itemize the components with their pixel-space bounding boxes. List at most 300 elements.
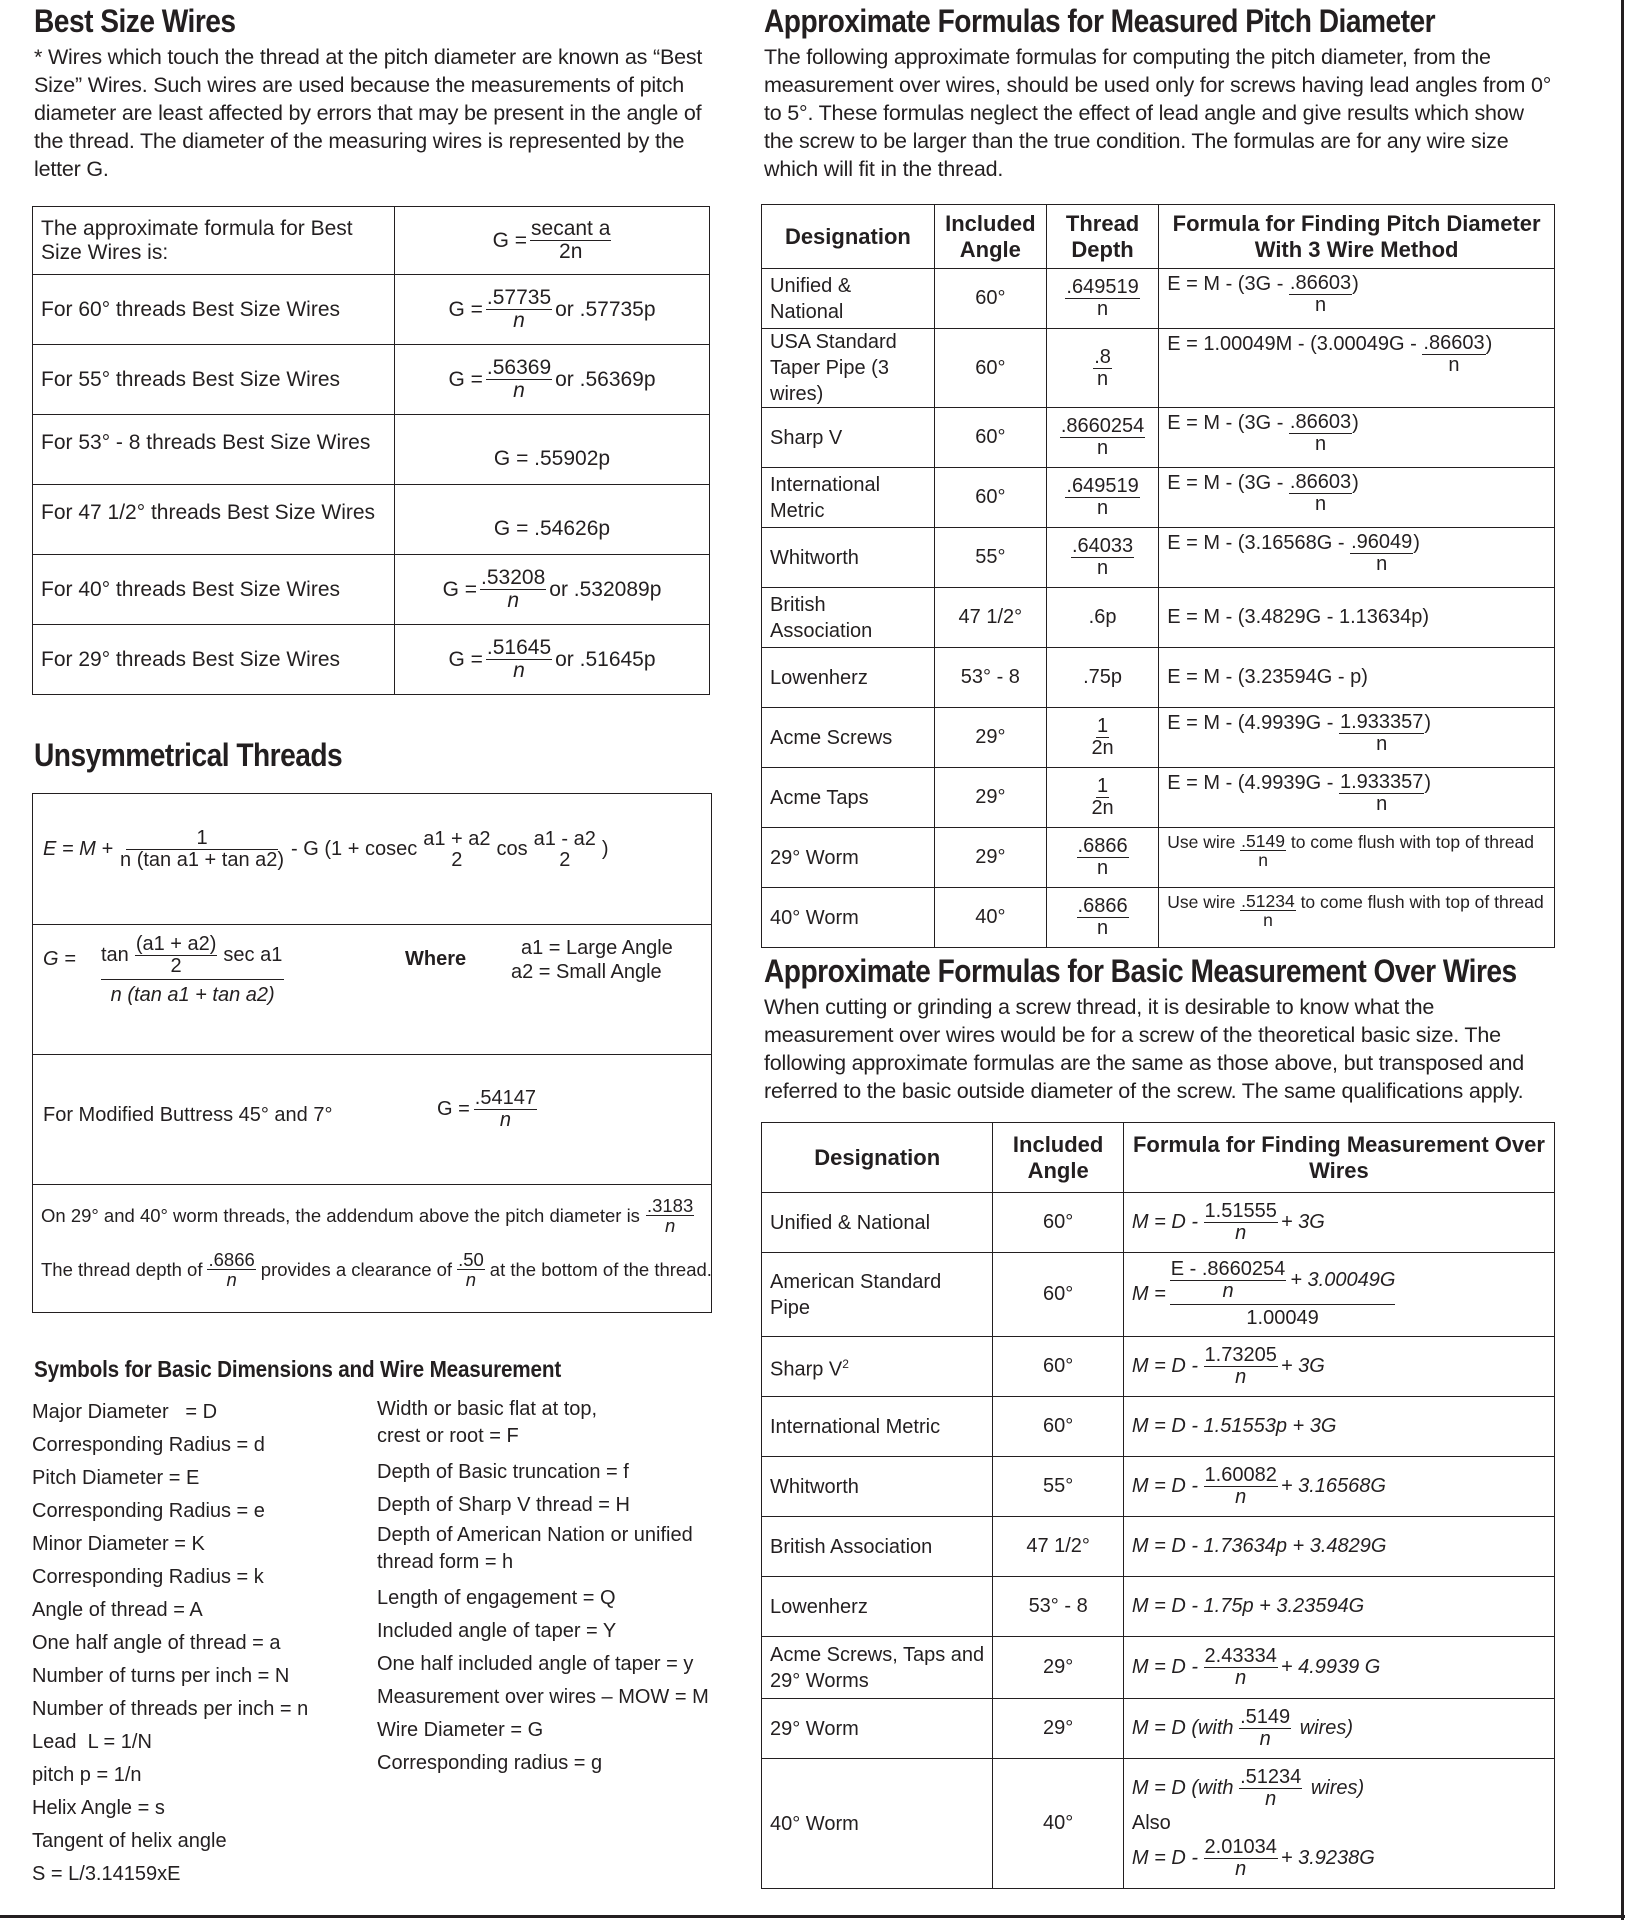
pitch-row xyxy=(762,408,1555,468)
mow-row xyxy=(762,1253,1555,1337)
pitch-formula xyxy=(1159,768,1555,828)
fraction xyxy=(530,218,611,263)
designation-text: Unified & National xyxy=(770,1211,931,1234)
symbol-item: crest or root = F xyxy=(377,1425,519,1447)
symbol-item: One half included angle of taper = y xyxy=(377,1653,694,1675)
designation-text: Sharp V xyxy=(770,1358,843,1381)
fraction xyxy=(1170,1259,1287,1302)
mow-formula xyxy=(1123,1253,1554,1337)
eq1-close: ) xyxy=(601,838,609,860)
mow-row xyxy=(762,1759,1555,1889)
pitch-angle: 60° xyxy=(934,329,1046,408)
pitch-designation: 29° Worm xyxy=(762,828,935,888)
eq2-defs xyxy=(511,936,673,984)
mow-angle: 60° xyxy=(993,1337,1123,1397)
unsym-title: Unsymmetrical Threads xyxy=(34,737,343,773)
eq2-sec: sec a1 xyxy=(223,944,283,966)
fraction-denominator: n xyxy=(1258,850,1268,871)
best-size-label: For 47 1/2° threads Best Size Wires xyxy=(33,485,395,555)
best-size-row xyxy=(33,415,710,485)
mow-row xyxy=(762,1337,1555,1397)
designation-text: American Standard Pipe xyxy=(770,1270,942,1319)
symbol-item: pitch p = 1/n xyxy=(32,1764,142,1786)
pitch-designation: British Association xyxy=(762,588,935,648)
fraction-denominator: n xyxy=(1263,910,1273,931)
mow-designation xyxy=(762,1699,993,1759)
fraction xyxy=(1065,476,1139,519)
mow-header-row xyxy=(762,1123,1555,1193)
fraction xyxy=(486,637,552,682)
symbols-left-list xyxy=(32,1396,362,1891)
pitch-formula xyxy=(1159,269,1555,329)
mow-angle: 60° xyxy=(993,1397,1123,1457)
mow-angle: 53° - 8 xyxy=(993,1577,1123,1637)
formula-suffix: or .57735p xyxy=(555,297,656,321)
best-size-formula xyxy=(395,415,710,485)
eq2-where: Where xyxy=(405,948,467,970)
pitch-designation: Whitworth xyxy=(762,528,935,588)
page-border-bottom xyxy=(0,1915,1625,1918)
symbol-item: Lead L = 1/N xyxy=(32,1731,152,1753)
pitch-row xyxy=(762,708,1555,768)
eq1-frac2: a1 + a2 2 xyxy=(423,827,491,871)
pitch-depth xyxy=(1046,329,1158,408)
pitch-header-cell: Designation xyxy=(762,205,935,269)
best-size-label: The approximate formula for Best Size Wires is: xyxy=(33,207,395,275)
mow-row xyxy=(762,1637,1555,1699)
pitch-designation: Lowenherz xyxy=(762,648,935,708)
unsym-notes xyxy=(33,1184,711,1314)
fraction-numerator: .51645 xyxy=(486,635,552,659)
note2-t1: The thread depth of xyxy=(41,1258,203,1280)
unsym-box xyxy=(32,793,712,1313)
symbol-item: S = L/3.14159xE xyxy=(32,1863,181,1885)
symbol-item: Width or basic flat at top, xyxy=(377,1398,598,1420)
fraction-denominator: n xyxy=(1235,1858,1247,1880)
note-1 xyxy=(41,1196,694,1236)
fraction-denominator: n xyxy=(513,659,525,682)
best-size-formula-wrap xyxy=(448,357,655,402)
pitch-header-cell: Included Angle xyxy=(934,205,1046,269)
formula-prefix: G = xyxy=(448,297,483,321)
pitch-row xyxy=(762,329,1555,408)
formula-prefix: M = D - xyxy=(1131,1847,1204,1869)
formula-prefix: G = xyxy=(448,647,483,671)
symbol-item: Corresponding radius = g xyxy=(377,1752,603,1774)
formula-wrap xyxy=(1132,1345,1546,1388)
mow-row xyxy=(762,1193,1555,1253)
fraction-denominator: n xyxy=(1448,354,1460,376)
eq3-pre: G = xyxy=(437,1098,470,1120)
symbol-item: One half angle of thread = a xyxy=(32,1632,281,1654)
formula-suffix: to come flush with top of thread xyxy=(1285,832,1535,852)
pitch-header-row xyxy=(762,205,1555,269)
best-size-label: For 60° threads Best Size Wires xyxy=(33,275,395,345)
pitch-title: Approximate Formulas for Measured Pitch Diameter xyxy=(764,3,1436,39)
mow-designation xyxy=(762,1337,993,1397)
pitch-designation: Acme Screws xyxy=(762,708,935,768)
mow-angle: 60° xyxy=(993,1253,1123,1337)
pipe-formula xyxy=(1132,1259,1546,1330)
formula-suffix: + 3G xyxy=(1280,1211,1325,1233)
mow-formula xyxy=(1123,1759,1554,1889)
mow-title: Approximate Formulas for Basic Measurement Over Wires xyxy=(764,953,1517,989)
pitch-angle: 47 1/2° xyxy=(934,588,1046,648)
fraction-denominator: n xyxy=(1314,294,1327,316)
fraction-numerator: E - .8660254 xyxy=(1170,1258,1286,1280)
fraction-numerator: .53208 xyxy=(481,565,546,589)
formula-text: M = D - 1.75p + 3.23594G xyxy=(1131,1595,1365,1617)
fraction-denominator: 2n xyxy=(559,240,583,263)
fraction-denominator: n xyxy=(1097,917,1109,939)
mow-angle: 29° xyxy=(993,1699,1123,1759)
formula-prefix: Use wire xyxy=(1167,832,1241,852)
symbol-item: Included angle of taper = Y xyxy=(377,1620,617,1642)
pipe-den: 1.00049 xyxy=(1246,1307,1319,1329)
mow-row xyxy=(762,1457,1555,1517)
unsym-eq1 xyxy=(33,794,711,925)
pipe-big-frac xyxy=(1170,1259,1396,1330)
depth-value: .75p xyxy=(1083,666,1123,688)
mow-designation xyxy=(762,1637,993,1699)
best-size-formula-wrap xyxy=(493,218,612,263)
formula-suffix: + 3.16568G xyxy=(1280,1475,1386,1497)
pitch-intro: The following approximate formulas for computing the pitch diameter, from the measurement over wires, should be used only for screws having lead angles from 0° to 5°. These formulas neglect the effect of lead angle and give results which show the screw to be larger than the true condition. The formulas are for any wire size which will fit in the thread. xyxy=(764,45,1552,182)
mow-header-cell: Included Angle xyxy=(993,1123,1123,1193)
best-size-formula-wrap xyxy=(443,567,662,612)
symbols-right-list xyxy=(377,1396,707,1780)
fraction-numerator: .5149 xyxy=(1240,1706,1291,1728)
pitch-depth xyxy=(1046,888,1158,948)
fraction xyxy=(486,287,552,332)
formula-text: E = M - (3.4829G - 1.13634p) xyxy=(1167,606,1430,628)
symbol-item: Major Diameter = D xyxy=(32,1401,218,1423)
pitch-row xyxy=(762,468,1555,528)
fraction-denominator: n xyxy=(1259,1728,1271,1750)
symbols-section xyxy=(34,1356,620,1383)
fraction-denominator: n xyxy=(1235,1486,1247,1508)
designation-text: Lowenherz xyxy=(770,1595,868,1618)
designation-text: International Metric xyxy=(770,1415,941,1438)
formula-wrap xyxy=(1167,772,1546,815)
mow-angle: 60° xyxy=(993,1193,1123,1253)
formula-prefix: E = 1.00049M - (3.00049G - xyxy=(1167,333,1423,355)
designation-text: Acme Screws, Taps and 29° Worms xyxy=(770,1643,985,1692)
eq2-tan: tan xyxy=(101,944,129,966)
pitch-angle: 60° xyxy=(934,408,1046,468)
formula-prefix: M = D (with xyxy=(1131,1777,1240,1799)
fraction-denominator: n xyxy=(1314,433,1327,455)
pitch-formula xyxy=(1159,648,1555,708)
note2-t2: provides a clearance of xyxy=(260,1258,453,1280)
fraction-denominator: n xyxy=(507,589,519,612)
best-size-formula xyxy=(395,275,710,345)
pitch-depth xyxy=(1046,408,1158,468)
mow-designation xyxy=(762,1759,993,1889)
mow-formula xyxy=(1123,1577,1554,1637)
fraction-denominator: n xyxy=(1235,1366,1247,1388)
formula-prefix: G = xyxy=(442,577,478,601)
formula-suffix: ) xyxy=(1424,712,1432,734)
best-size-row xyxy=(33,207,710,275)
fraction xyxy=(1422,333,1485,376)
symbol-item: Angle of thread = A xyxy=(32,1599,203,1621)
best-size-label: For 53° - 8 threads Best Size Wires xyxy=(33,415,395,485)
formula-prefix: G = xyxy=(448,367,483,391)
eq1-frac3: a1 - a2 2 xyxy=(533,827,596,871)
formula-prefix: M = D - xyxy=(1131,1656,1204,1678)
pitch-table xyxy=(761,204,1555,948)
fraction-denominator: n xyxy=(1097,367,1109,390)
fraction xyxy=(1090,716,1114,759)
symbol-item: Tangent of helix angle xyxy=(32,1830,227,1852)
symbols-title: Symbols for Basic Dimensions and Wire Measurement xyxy=(34,1356,562,1382)
fraction-numerator: .8 xyxy=(1094,345,1111,368)
eq2-frac xyxy=(101,934,284,1007)
eq1-cos: cos xyxy=(496,838,528,860)
formula-text: E = M - (3.23594G - p) xyxy=(1167,666,1368,688)
fraction xyxy=(1065,277,1139,320)
formula-suffix: or .532089p xyxy=(549,577,662,601)
best-size-formula xyxy=(395,485,710,555)
formula-text: M = D - 1.73634p + 3.4829G xyxy=(1131,1535,1387,1557)
symbol-item: Corresponding Radius = d xyxy=(32,1434,265,1456)
formula-wrap xyxy=(1167,412,1546,455)
note1-frac: $\frac{.3183}{n}$ xyxy=(646,1195,694,1237)
eq1-lhs: E = M + xyxy=(43,838,114,860)
eq2-lhs: G = xyxy=(43,948,76,970)
best-size-formula-wrap xyxy=(448,287,655,332)
mow-designation xyxy=(762,1517,993,1577)
pitch-angle: 29° xyxy=(934,828,1046,888)
formula-suffix: wires) xyxy=(1305,1777,1365,1799)
formula-prefix: G = .54626p xyxy=(493,516,611,540)
pitch-designation: 40° Worm xyxy=(762,888,935,948)
eq3-frac: $\frac{.54147}{n}$ xyxy=(474,1087,536,1131)
designation-text: British Association xyxy=(770,1535,933,1558)
formula-prefix: E = M - (4.9939G - xyxy=(1167,772,1339,794)
mow-header-cell: Formula for Finding Measurement Over Wires xyxy=(1123,1123,1554,1193)
fraction xyxy=(1289,472,1352,515)
fraction-numerator: .8660254 xyxy=(1060,415,1145,437)
fraction-numerator: .649519 xyxy=(1066,276,1139,298)
mow-row xyxy=(762,1699,1555,1759)
formula-prefix: M = xyxy=(1131,1283,1166,1305)
formula-wrap xyxy=(1167,892,1546,930)
formula-wrap xyxy=(1132,1201,1546,1244)
formula-prefix: M = D - xyxy=(1131,1211,1204,1233)
fraction-numerator: 2.01034 xyxy=(1204,1836,1277,1858)
unsym-eq2 xyxy=(33,924,711,1055)
best-size-label: For 40° threads Best Size Wires xyxy=(33,555,395,625)
fraction-numerator: 1 xyxy=(1097,775,1109,797)
fraction xyxy=(1090,776,1114,819)
pitch-row xyxy=(762,528,1555,588)
fraction xyxy=(1077,836,1129,879)
note-2 xyxy=(41,1250,712,1290)
fraction-denominator: 2n xyxy=(1091,737,1114,759)
pipe-top xyxy=(1170,1259,1396,1305)
best-size-formula xyxy=(395,345,710,415)
fraction-numerator: .86603 xyxy=(1423,332,1485,354)
symbol-item: Number of threads per inch = n xyxy=(32,1698,309,1720)
fraction-denominator: n xyxy=(1097,557,1109,579)
fraction xyxy=(1339,772,1424,815)
fraction-numerator: .649519 xyxy=(1066,475,1139,497)
fraction-numerator: 1.933357 xyxy=(1339,711,1424,733)
mow-designation xyxy=(762,1253,993,1337)
mow-angle: 40° xyxy=(993,1759,1123,1889)
formula-suffix: ) xyxy=(1352,412,1359,434)
formula-suffix: ) xyxy=(1413,532,1420,554)
eq3-formula xyxy=(437,1088,537,1131)
pitch-formula xyxy=(1159,528,1555,588)
fraction-numerator: 1.60082 xyxy=(1204,1464,1277,1486)
pitch-depth xyxy=(1046,588,1158,648)
fraction xyxy=(1204,1837,1278,1880)
formula-suffix: + 4.9939 G xyxy=(1280,1656,1381,1678)
fraction-denominator: n xyxy=(1097,857,1109,879)
fraction xyxy=(1204,1646,1278,1689)
mow-designation xyxy=(762,1397,993,1457)
formula-prefix: M = D - xyxy=(1131,1355,1204,1377)
eq2-inner-frac: $\frac{(a1 + a2)}{2}$ xyxy=(135,933,217,977)
pitch-depth xyxy=(1046,269,1158,329)
best-size-formula-wrap xyxy=(448,637,655,682)
fraction-denominator: n xyxy=(1097,298,1109,320)
mow-formula xyxy=(1123,1193,1554,1253)
depth-value: .6p xyxy=(1088,606,1117,628)
pitch-depth xyxy=(1046,648,1158,708)
formula-suffix: ) xyxy=(1485,333,1493,355)
fraction xyxy=(1071,536,1134,579)
symbol-item: Helix Angle = s xyxy=(32,1797,165,1819)
pitch-row xyxy=(762,828,1555,888)
fraction-numerator: .6866 xyxy=(1077,895,1128,917)
pitch-formula xyxy=(1159,708,1555,768)
best-size-row xyxy=(33,625,710,695)
pitch-designation: International Metric xyxy=(762,468,935,528)
formula-prefix: M = D - xyxy=(1131,1475,1204,1497)
pitch-row xyxy=(762,768,1555,828)
pitch-formula xyxy=(1159,468,1555,528)
fraction-numerator: .86603 xyxy=(1289,411,1352,433)
mow-angle: 55° xyxy=(993,1457,1123,1517)
unsym-eq3 xyxy=(33,1054,711,1185)
pitch-depth xyxy=(1046,828,1158,888)
best-size-formula xyxy=(395,625,710,695)
fraction xyxy=(1204,1201,1278,1244)
formula-prefix: G = .55902p xyxy=(493,446,611,470)
formula-wrap xyxy=(1167,712,1546,755)
fraction-numerator: secant a xyxy=(531,216,611,240)
fraction-numerator: .5149 xyxy=(1241,831,1285,851)
formula-wrap xyxy=(1167,532,1546,575)
fraction xyxy=(480,567,546,612)
fraction xyxy=(1350,532,1413,575)
mow-row xyxy=(762,1397,1555,1457)
fraction xyxy=(486,357,552,402)
fraction xyxy=(1093,347,1112,390)
pitch-designation: USA Standard Taper Pipe (3 wires) xyxy=(762,329,935,408)
symbol-item: Wire Diameter = G xyxy=(377,1719,544,1741)
fraction xyxy=(1060,416,1145,459)
best-size-formula-wrap xyxy=(494,517,610,541)
formula-wrap xyxy=(1167,273,1546,316)
best-size-section xyxy=(34,4,714,183)
formula-prefix: M = D (with xyxy=(1131,1717,1240,1739)
pitch-angle: 53° - 8 xyxy=(934,648,1046,708)
mow-angle: 29° xyxy=(993,1637,1123,1699)
formula-text: M = D - 1.51553p + 3G xyxy=(1131,1415,1337,1437)
pitch-depth xyxy=(1046,528,1158,588)
formula-suffix: or .51645p xyxy=(555,647,656,671)
fraction xyxy=(1077,896,1129,939)
pitch-row xyxy=(762,588,1555,648)
fraction-numerator: .51234 xyxy=(1241,891,1295,911)
fraction-denominator: n xyxy=(1235,1667,1247,1689)
mow-designation xyxy=(762,1193,993,1253)
fraction xyxy=(1289,273,1352,316)
formula-wrap xyxy=(1132,1465,1546,1508)
fraction-denominator: n xyxy=(1222,1280,1234,1302)
symbol-item: Depth of Basic truncation = f xyxy=(377,1461,629,1483)
pitch-formula xyxy=(1159,329,1555,408)
symbol-item: Corresponding Radius = k xyxy=(32,1566,264,1588)
fraction-denominator: n xyxy=(1376,793,1388,815)
fraction xyxy=(1289,412,1352,455)
fraction-numerator: 2.43334 xyxy=(1204,1645,1277,1667)
mow-formula xyxy=(1123,1337,1554,1397)
pitch-angle: 55° xyxy=(934,528,1046,588)
pitch-designation: Unified & National xyxy=(762,269,935,329)
pitch-formula xyxy=(1159,888,1555,948)
formula-suffix: ) xyxy=(1352,472,1359,494)
fraction-numerator: .96049 xyxy=(1351,531,1413,553)
pitch-formula xyxy=(1159,588,1555,648)
note2-frac1: $\frac{.6866}{n}$ xyxy=(208,1249,255,1291)
pitch-header-cell: Thread Depth xyxy=(1046,205,1158,269)
eq1-mid: - G (1 + cosec xyxy=(291,838,418,860)
symbol-item: Depth of American Nation or unified xyxy=(377,1524,693,1546)
pitch-depth xyxy=(1046,708,1158,768)
symbol-item: Depth of Sharp V thread = H xyxy=(377,1494,630,1516)
fraction-numerator: .64033 xyxy=(1071,535,1134,557)
formula-prefix: E = M - (4.9939G - xyxy=(1167,712,1339,734)
formula-prefix: G = xyxy=(492,228,528,252)
pitch-header-cell: Formula for Finding Pitch Diameter With 3 Wire Method xyxy=(1159,205,1555,269)
fraction xyxy=(1204,1345,1278,1388)
formula-suffix: to come flush with top of thread xyxy=(1295,892,1544,912)
formula-wrap xyxy=(1132,1646,1546,1689)
best-size-row xyxy=(33,555,710,625)
fraction-denominator: 2n xyxy=(1091,797,1114,819)
fraction-numerator: .51234 xyxy=(1240,1766,1302,1788)
symbol-item: Measurement over wires – MOW = M xyxy=(377,1686,709,1708)
best-size-formula xyxy=(395,555,710,625)
mow-designation xyxy=(762,1577,993,1637)
formula-prefix: E = M - (3.16568G - xyxy=(1167,532,1351,554)
note2-frac2: $\frac{.50}{n}$ xyxy=(458,1249,484,1291)
mow-header-cell: Designation xyxy=(762,1123,993,1193)
formula-prefix: E = M - (3G - xyxy=(1167,412,1289,434)
mow-formula xyxy=(1123,1457,1554,1517)
symbol-item: Number of turns per inch = N xyxy=(32,1665,290,1687)
fraction-numerator: .6866 xyxy=(1077,835,1128,857)
pitch-formula xyxy=(1159,408,1555,468)
fraction-denominator: n xyxy=(1376,553,1388,575)
mow-row xyxy=(762,1577,1555,1637)
